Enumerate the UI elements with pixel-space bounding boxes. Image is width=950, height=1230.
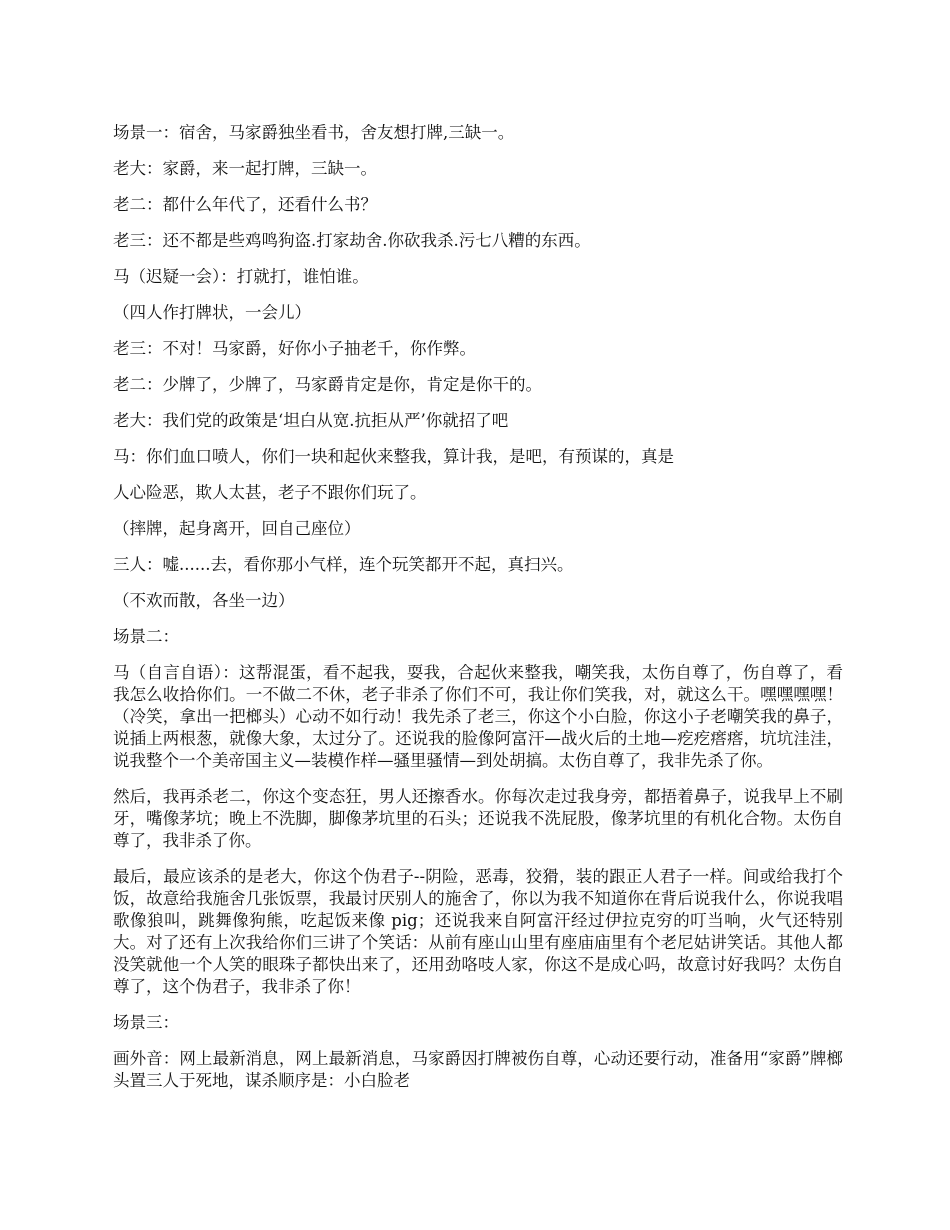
dialogue-line: 老大：我们党的政策是‘坦白从宽.抗拒从严’你就招了吧 <box>113 411 509 430</box>
monologue-paragraph: 最后，最应该杀的是老大，你这个伪君子--阴险，恶毒，狡猾，装的跟正人君子一样。间或给我打个饭，故意给我施舍几张饭票，我最讨厌别人的施舍了，你以为我不知道你在背后说我什么，你说我唱歌像狼叫，跳舞像狗熊，吃起饭来像 pig；还说我来自阿富汗经过伊拉克穷的叮当响，火气还特别大。对了还有上次我给你们三讲了个笑话：从前有座山山里有座庙庙里有个老尼姑讲笑话。其他人都没笑就他一个人笑的眼珠子都快出来了，还用劲咯吱人家，你这不是成心吗，故意讨好我吗？太伤自尊了，这个伪君子，我非杀了你！ <box>113 867 843 996</box>
scene3-heading: 场景三： <box>113 1013 179 1032</box>
dialogue-line: 马：你们血口喷人，你们一块和起伙来整我，算计我，是吧，有预谋的，真是 <box>113 447 674 466</box>
dialogue-line: 老二：少牌了，少牌了，马家爵肯定是你，肯定是你干的。 <box>113 375 542 394</box>
scene2-heading: 场景二： <box>113 627 179 646</box>
document-body <box>113 122 843 1106</box>
stage-direction: （不欢而散，各坐一边） <box>113 591 295 610</box>
dialogue-line: 老三：还不都是些鸡鸣狗盗.打家劫舍.你砍我杀.污七八糟的东西。 <box>113 231 591 250</box>
voiceover-paragraph: 画外音：网上最新消息，网上最新消息，马家爵因打牌被伤自尊，心动还要行动，准备用“家爵”牌榔头置三人于死地，谋杀顺序是：小白脸老 <box>113 1049 843 1090</box>
dialogue-line: 老三：不对！马家爵，好你小子抽老千，你作弊。 <box>113 339 476 358</box>
dialogue-line: 人心险恶，欺人太甚，老子不跟你们玩了。 <box>113 483 427 502</box>
dialogue-line: 马（迟疑一会）：打就打，谁怕谁。 <box>113 267 369 286</box>
dialogue-line: 老大：家爵，来一起打牌，三缺一。 <box>113 159 377 178</box>
monologue-paragraph: 然后，我再杀老二，你这个变态狂，男人还擦香水。你每次走过我身旁，都捂着鼻子，说我早上不刷牙，嘴像茅坑；晚上不洗脚，脚像茅坑里的石头；还说我不洗屁股，像茅坑里的有机化合物。太伤自尊了，我非杀了你。 <box>113 787 843 850</box>
dialogue-line: 老二：都什么年代了，还看什么书？ <box>113 195 377 214</box>
stage-direction: （四人作打牌状，一会儿） <box>113 303 311 322</box>
dialogue-line: 三人：嘘......去，看你那小气样，连个玩笑都开不起，真扫兴。 <box>113 555 574 574</box>
scene1-heading: 场景一：宿舍，马家爵独坐看书，舍友想打牌,三缺一。 <box>113 123 515 142</box>
stage-direction: （摔牌，起身离开，回自己座位） <box>113 519 361 538</box>
monologue-paragraph: 马（自言自语）：这帮混蛋，看不起我，耍我，合起伙来整我，嘲笑我，太伤自尊了，伤自尊了，看我怎么收拾你们。一不做二不休，老子非杀了你们不可，我让你们笑我，对，就这么干。嘿嘿嘿嘿！（冷笑，拿出一把榔头）心动不如行动！我先杀了老三，你这个小白脸，你这小子老嘲笑我的鼻子，说插上两根葱，就像大象，太过分了。还说我的脸像阿富汗—战火后的土地—疙疙瘩瘩，坑坑洼洼，说我整个一个美帝国主义—装模作样—骚里骚情—到处胡搞。太伤自尊了，我非先杀了你。 <box>113 663 843 770</box>
